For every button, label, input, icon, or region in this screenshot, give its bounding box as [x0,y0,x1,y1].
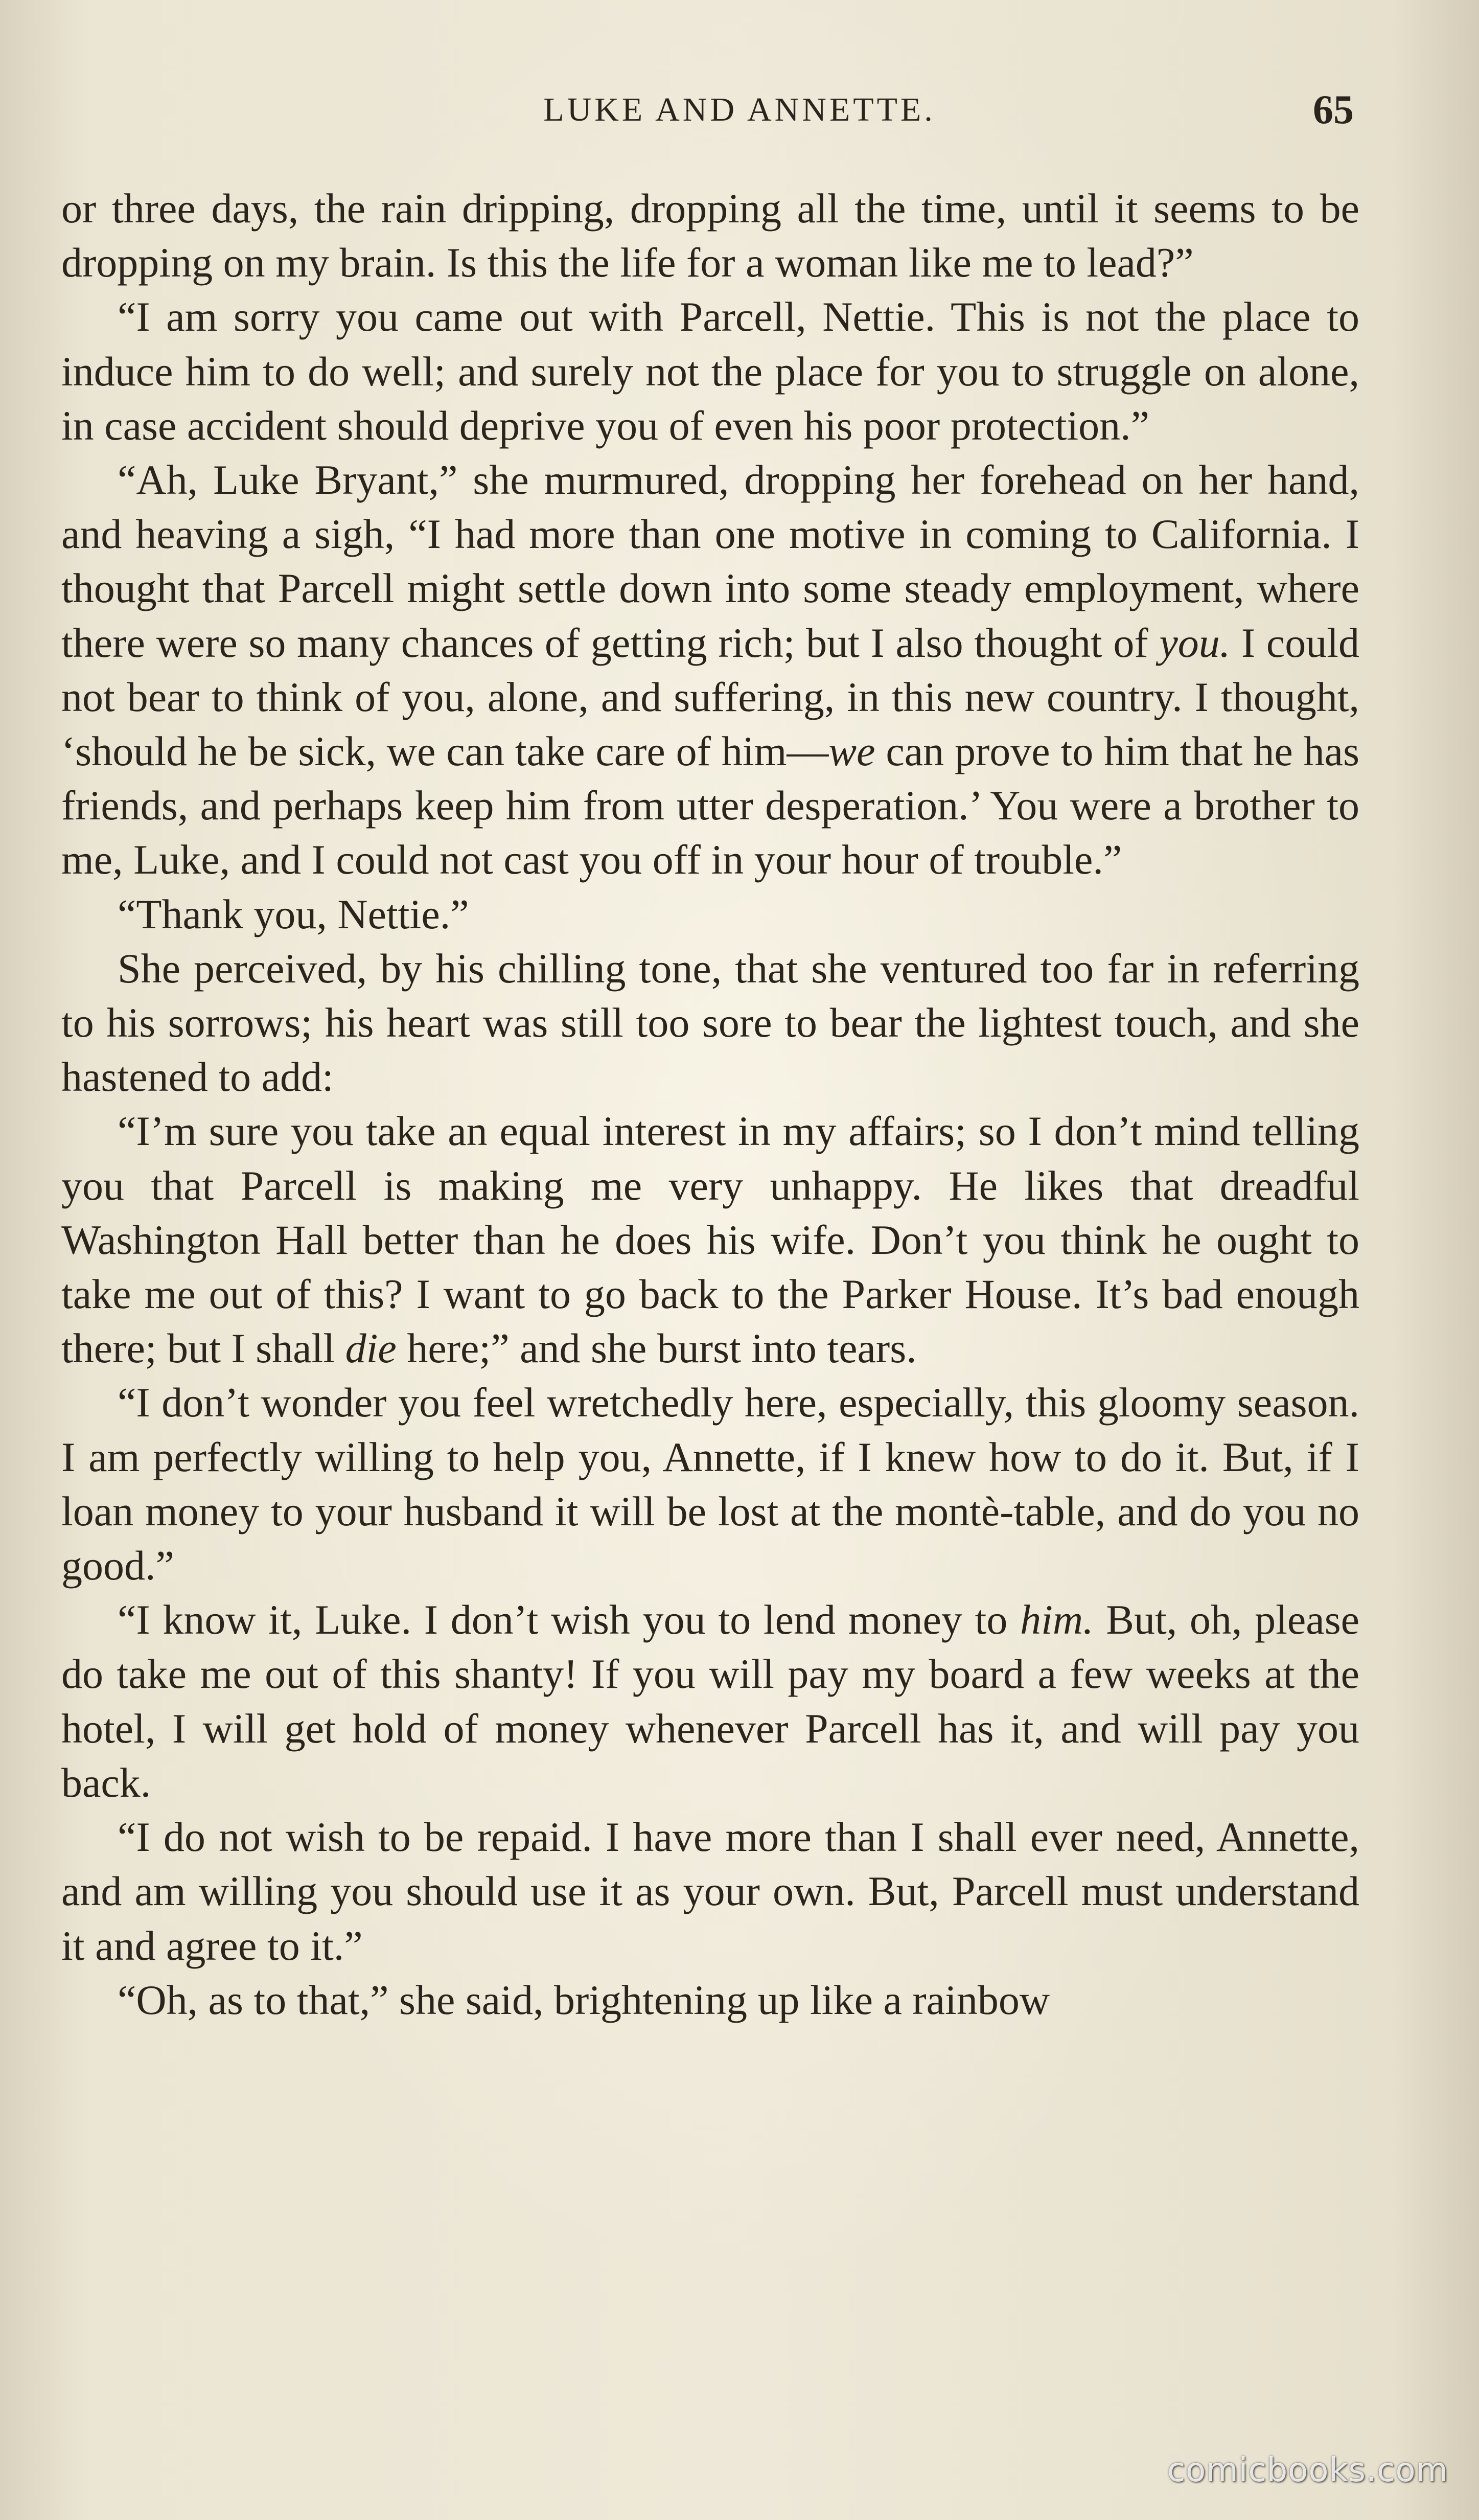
paragraph [61,1104,1359,1376]
paragraph-text: She perceived, by his chilling tone, that she ventured too far in referring to his sorrows; his heart was still too sore to bear the lightest touch, and she hastened to add: [61,945,1359,1101]
italic-text: die [345,1325,397,1372]
paragraph [61,181,1359,290]
running-head [0,84,1479,135]
paragraph [61,1973,1359,2027]
paragraph-text: here;” and she burst into tears. [396,1325,917,1372]
italic-text: we [828,728,875,775]
paragraph-text: “I don’t wonder you feel wretchedly here, especially, this gloomy season. I am perfectly willing to help you, Annette, if I knew how to do it. But, if I loan money to your husband it will be lost at the montè-table, and do you no good.” [61,1379,1359,1589]
paragraph-text: “I do not wish to be repaid. I have more than I shall ever need, Annette, and am willing you should use it as your own. But, Parcell must understand it and agree to it.” [61,1814,1359,1969]
paragraph-text: “I’m sure you take an equal interest in my affairs; so I don’t mind telling you that Parcell is making me very unhappy. He likes that dreadful Washington Hall better than he does his wife. Don’t you think he ought to take me out of this? I want to go back to the Parker House. It’s bad enough there; but I shall [61,1108,1359,1372]
paragraph-text: “I know it, Luke. I don’t wish you to lend money to [118,1596,1021,1643]
paragraph-text: or three days, the rain dripping, dropping all the time, until it seems to be dropping on my brain. Is this the life for a woman like me to lead?” [61,185,1359,286]
paragraph [61,1376,1359,1593]
watermark: comicbooks.com [1167,2452,1448,2489]
paragraph [61,1810,1359,1973]
page-number: 65 [1313,87,1354,132]
body-text [61,181,1359,2027]
paragraph [61,1593,1359,1810]
paragraph [61,290,1359,453]
paragraph [61,453,1359,887]
italic-text: you. [1159,619,1231,666]
paragraph-text: “I am sorry you came out with Parcell, Nettie. This is not the place to induce him to do well; and surely not the place for you to struggle on alone, in case accident should deprive you of even his poor protection.” [61,293,1359,449]
paragraph-text: “Ah, Luke Bryant,” she murmured, dropping her forehead on her hand, and heaving a sigh, “I had more than one motive in coming to California. I thought that Parcell might settle down into some steady employment, where there were so many chances of getting rich; but I also thought of [61,456,1359,666]
italic-text: him. [1020,1596,1094,1643]
running-title: LUKE AND ANNETTE. [543,91,936,128]
paragraph [61,887,1359,942]
paragraph [61,942,1359,1105]
paragraph-text: “Oh, as to that,” she said, brightening up like a rainbow [118,1976,1050,2023]
paragraph-text: I could not bear to think of you, alone, and suffering, in this new country. I thought, ‘should he be sick, we can take care of him— [61,619,1359,775]
paragraph-text: can prove to him that he has friends, and perhaps keep him from utter desperation.’ You were a brother to me, Luke, and I could not cast you off in your hour of trouble.” [61,728,1359,883]
paragraph-text: “Thank you, Nettie.” [118,890,469,937]
paragraph-text: But, oh, please do take me out of this shanty! If you will pay my board a few weeks at the hotel, I will get hold of money whenever Parcell has it, and will pay you back. [61,1596,1360,1806]
